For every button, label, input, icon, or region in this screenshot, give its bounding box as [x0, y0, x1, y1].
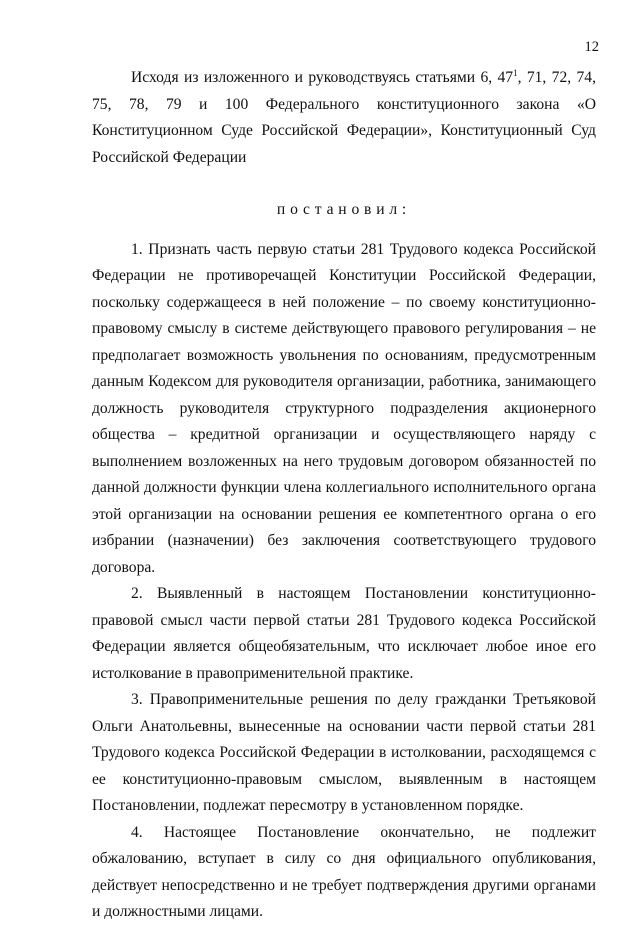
intro-text-part2: , 71, 72, 74, 75, 78, 79 и 100 Федерального конституционного закона «О Конституционном Суде Российской Федерации», Конституционный Суд Российской Федерации — [92, 69, 596, 166]
resolution-heading: постановил: — [276, 201, 412, 218]
document-body — [92, 65, 596, 926]
resolution-item-1: 1. Признать часть первую статьи 281 Трудового кодекса Российской Федерации не противоречащей Конституции Российской Федерации, поскольку содержащееся в ней положение – по своему конституционно-правовому смыслу в системе действующего правового регулирования – не предполагает возможность увольнения по основаниям, предусмотренным данным Кодексом для руководителя организации, работника, занимающего должность руководителя структурного подразделения акционерного общества – кредитной организации и осуществляющего наряду с выполнением возложенных на него трудовым договором обязанностей по данной должности функции члена коллегиального исполнительного органа этой организации на основании решения ее компетентного органа о его избрании (назначении) без заключения соответствующего трудового договора. — [92, 240, 596, 576]
resolution-item-3: 3. Правоприменительные решения по делу гражданки Третьяковой Ольги Анатольевны, вынесенные на основании части первой статьи 281 Трудового кодекса Российской Федерации в истолковании, расходящемся с ее конституционно-правовым смыслом, выявленным в настоящем Постановлении, подлежат пересмотру в установленном порядке. — [92, 691, 596, 814]
page-number: 12 — [584, 39, 599, 55]
resolution-item-4: 4. Настоящее Постановление окончательно, не подлежит обжалованию, вступает в силу со дня официального опубликования, действует непосредственно и не требует подтверждения другими органами и должностными лицами. — [92, 823, 596, 920]
resolution-item-2: 2. Выявленный в настоящем Постановлении конституционно-правовой смысл части первой статьи 281 Трудового кодекса Российской Федерации является общеобязательным, что исключает любое иное его истолкование в правоприменительной практике. — [92, 585, 596, 682]
intro-paragraph — [92, 65, 596, 171]
intro-text-part1: Исходя из изложенного и руководствуясь статьями 6, 47 — [131, 69, 514, 86]
article-superscript: 1 — [513, 68, 518, 78]
